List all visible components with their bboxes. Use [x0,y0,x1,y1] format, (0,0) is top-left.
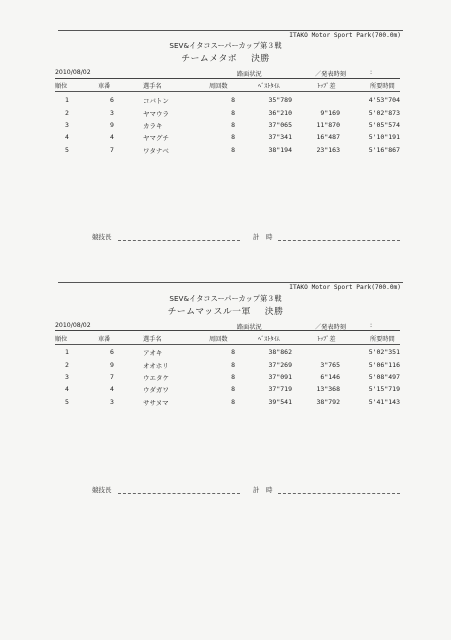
event-title: SEV&イタコスーパーカップ第３戦 [169,41,282,50]
car-cell: 6 [110,96,114,104]
table-top-rule [55,78,400,79]
car-cell: 9 [110,121,114,129]
pos-cell: 4 [65,385,69,393]
table-top-rule [55,330,400,331]
race-title [0,51,451,64]
gap-cell: 3"765 [320,361,340,369]
gap-cell: 38"792 [316,398,340,406]
total-cell: 5'16"867 [368,146,400,154]
total-cell: 5'15"719 [368,385,400,393]
driver-cell: カラキ [143,122,163,130]
announce-time-label: ／発表時刻 [315,324,346,331]
race-director-label: 競技長 [92,486,112,494]
laps-cell: 8 [231,133,235,141]
pos-cell: 3 [65,373,69,381]
laps-cell: 8 [231,109,235,117]
car-cell: 4 [110,133,114,141]
gap-cell: 11"870 [316,121,340,129]
header-rule [58,30,403,31]
car-cell: 6 [110,348,114,356]
laps-cell: 8 [231,385,235,393]
driver-cell: アオキ [143,349,163,357]
gap-cell: 13"368 [316,385,340,393]
best-cell: 38"194 [268,146,292,154]
announce-time-label: ／発表時刻 [315,71,346,78]
total-cell: 4'53"704 [368,96,400,104]
pos-cell: 2 [65,361,69,369]
timekeeper-label: 計 時 [253,486,273,494]
best-cell: 37"091 [268,373,292,381]
total-cell: 5'02"351 [368,348,400,356]
col-header-best: ﾍﾞｽﾄﾀｲﾑ [258,336,280,343]
best-cell: 37"341 [268,133,292,141]
total-cell: 5'10"191 [368,133,400,141]
driver-cell: コバトン [143,97,169,105]
pos-cell: 5 [65,146,69,154]
col-header-car: 車番 [98,336,111,343]
driver-cell: ウエタケ [143,374,169,382]
col-header-pos: 順位 [55,83,68,90]
col-header-gap: ﾄｯﾌﾟ差 [317,83,336,90]
gap-cell: 23"163 [316,146,340,154]
best-cell: 35"789 [268,96,292,104]
laps-cell: 8 [231,96,235,104]
driver-cell: ヤマウラ [143,110,169,118]
gap-cell: 6"146 [320,373,340,381]
total-cell: 5'08"497 [368,373,400,381]
venue-label: ITAKO Motor Sport Park(700.0m) [289,284,401,291]
gap-cell: 16"487 [316,133,340,141]
race-date: 2010/08/02 [55,322,91,329]
best-cell: 36"210 [268,109,292,117]
pos-cell: 1 [65,96,69,104]
gap-cell: 9"169 [320,109,340,117]
result-sheet-2 [0,268,451,588]
laps-cell: 8 [231,121,235,129]
header-rule [58,282,403,283]
laps-cell: 8 [231,398,235,406]
driver-cell: オオホリ [143,362,169,370]
laps-cell: 8 [231,361,235,369]
best-cell: 37"269 [268,361,292,369]
best-cell: 38"862 [268,348,292,356]
col-header-name: 選手名 [143,83,162,90]
car-cell: 3 [110,398,114,406]
venue-label: ITAKO Motor Sport Park(700.0m) [289,32,401,39]
car-cell: 9 [110,361,114,369]
timekeeper-label: 計 時 [253,233,273,241]
best-cell: 37"065 [268,121,292,129]
race-title [0,304,451,317]
race-director-signature-line [118,240,240,241]
race-date: 2010/08/02 [55,69,91,76]
col-header-pos: 順位 [55,336,68,343]
driver-cell: ササヌマ [143,399,169,407]
announce-time-colon: : [370,322,373,329]
col-header-laps: 周回数 [209,336,228,343]
car-cell: 7 [110,373,114,381]
team-name: チームマッスル一軍 [167,307,251,317]
announce-time-colon: : [370,69,373,76]
total-cell: 5'06"116 [368,361,400,369]
col-header-car: 車番 [98,83,111,90]
heat-name: 決勝 [251,54,270,64]
total-cell: 5'05"574 [368,121,400,129]
heat-name: 決勝 [264,307,284,317]
col-header-total: 所要時間 [370,336,395,343]
pos-cell: 1 [65,348,69,356]
car-cell: 3 [110,109,114,117]
pos-cell: 5 [65,398,69,406]
table-header-rule [55,344,400,345]
event-title: SEV&イタコスーパーカップ第３戦 [169,294,282,303]
team-name: チームメタボ [181,54,238,64]
driver-cell: ウダガワ [143,386,169,394]
col-header-best: ﾍﾞｽﾄﾀｲﾑ [258,83,280,90]
pos-cell: 3 [65,121,69,129]
race-director-signature-line [118,493,240,494]
car-cell: 7 [110,146,114,154]
total-cell: 5'02"873 [368,109,400,117]
laps-cell: 8 [231,373,235,381]
laps-cell: 8 [231,146,235,154]
pos-cell: 4 [65,133,69,141]
best-cell: 37"719 [268,385,292,393]
car-cell: 4 [110,385,114,393]
laps-cell: 8 [231,348,235,356]
driver-cell: ワタナベ [143,147,169,155]
total-cell: 5'41"143 [368,398,400,406]
driver-cell: ヤマグチ [143,134,169,142]
race-director-label: 競技長 [92,233,112,241]
timekeeper-signature-line [278,240,400,241]
col-header-total: 所要時間 [370,83,395,90]
col-header-name: 選手名 [143,336,162,343]
col-header-gap: ﾄｯﾌﾟ差 [317,336,336,343]
track-condition-label: 路面状況 [237,71,262,78]
pos-cell: 2 [65,109,69,117]
table-header-rule [55,91,400,92]
timekeeper-signature-line [278,493,400,494]
track-condition-label: 路面状況 [237,324,262,331]
best-cell: 39"541 [268,398,292,406]
col-header-laps: 周回数 [209,83,228,90]
